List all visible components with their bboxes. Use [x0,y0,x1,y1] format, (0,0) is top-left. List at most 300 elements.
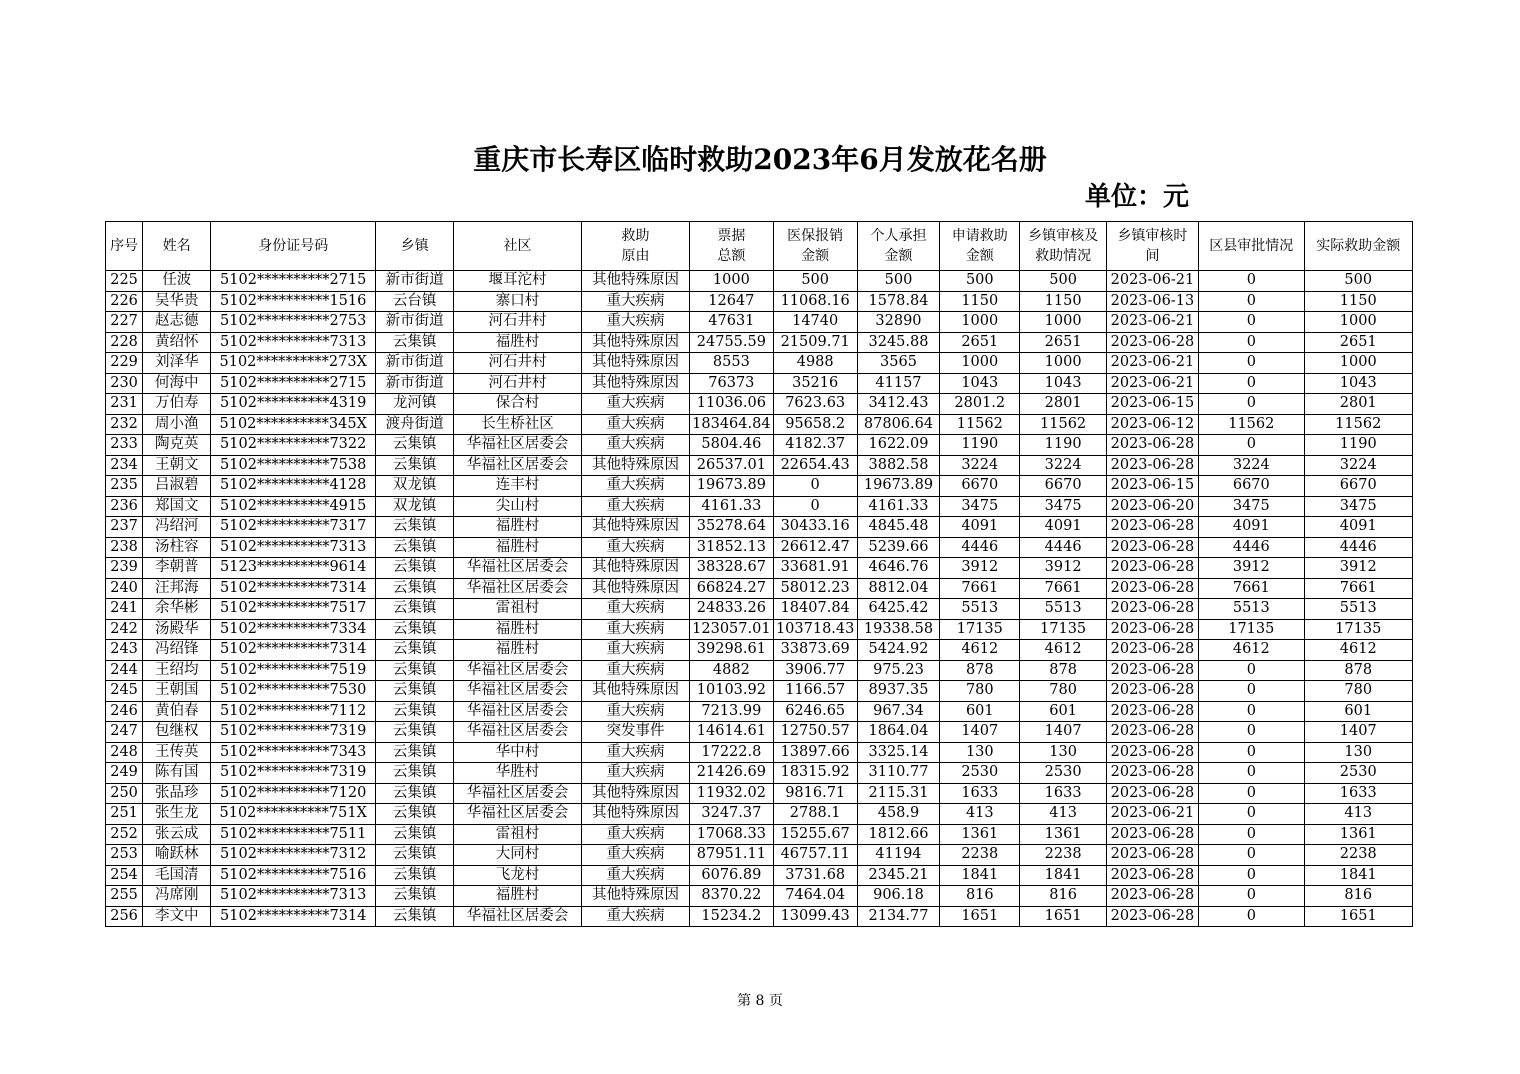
cell-town: 云集镇 [376,681,454,702]
cell-review_date: 2023-06-28 [1106,845,1198,866]
cell-name: 陶克英 [143,435,211,456]
cell-apply: 780 [940,681,1020,702]
cell-name: 万伯寿 [143,394,211,415]
cell-bill_total: 39298.61 [690,640,773,661]
cell-no: 248 [106,742,143,763]
cell-reason: 其他特殊原因 [581,783,689,804]
cell-actual: 2651 [1304,332,1413,353]
cell-community: 华福社区居委会 [454,783,581,804]
cell-review_date: 2023-06-28 [1106,640,1198,661]
cell-id: 5123**********9614 [211,558,376,579]
cell-id: 5102**********345X [211,414,376,435]
cell-bill_total: 11932.02 [690,783,773,804]
cell-bill_total: 4161.33 [690,496,773,517]
column-header-community: 社区 [454,222,581,271]
cell-name: 李文中 [143,906,211,927]
cell-town_review: 11562 [1020,414,1106,435]
cell-reason: 重大疾病 [581,742,689,763]
cell-reason: 重大疾病 [581,824,689,845]
table-row [106,599,1413,620]
column-header-apply: 申请救助 金额 [940,222,1020,271]
cell-bill_total: 24755.59 [690,332,773,353]
cell-actual: 1407 [1304,722,1413,743]
cell-id: 5102**********751X [211,804,376,825]
cell-town: 双龙镇 [376,496,454,517]
cell-reason: 其他特殊原因 [581,517,689,538]
document-title: 重庆市长寿区临时救助2023年6月发放花名册 [473,143,1047,176]
cell-town_review: 1841 [1020,865,1106,886]
table-row [106,865,1413,886]
column-header-reason: 救助 原由 [581,222,689,271]
cell-apply: 1361 [940,824,1020,845]
cell-town: 双龙镇 [376,476,454,497]
cell-bill_total: 14614.61 [690,722,773,743]
cell-name: 汪邦海 [143,578,211,599]
cell-no: 253 [106,845,143,866]
cell-town_review: 1043 [1020,373,1106,394]
cell-insurance: 13099.43 [773,906,857,927]
cell-county: 7661 [1199,578,1304,599]
cell-review_date: 2023-06-28 [1106,455,1198,476]
cell-personal: 3412.43 [857,394,939,415]
cell-reason: 其他特殊原因 [581,332,689,353]
cell-name: 冯绍锋 [143,640,211,661]
cell-id: 5102**********7538 [211,455,376,476]
cell-reason: 突发事件 [581,722,689,743]
table-row [106,455,1413,476]
cell-insurance: 9816.71 [773,783,857,804]
column-header-actual: 实际救助金额 [1304,222,1413,271]
cell-name: 吕淑碧 [143,476,211,497]
cell-no: 246 [106,701,143,722]
cell-insurance: 30433.16 [773,517,857,538]
table-header-row [106,222,1413,271]
cell-town_review: 2530 [1020,763,1106,784]
cell-personal: 41157 [857,373,939,394]
cell-actual: 7661 [1304,578,1413,599]
cell-insurance: 21509.71 [773,332,857,353]
cell-apply: 3224 [940,455,1020,476]
cell-insurance: 58012.23 [773,578,857,599]
cell-community: 福胜村 [454,619,581,640]
cell-no: 236 [106,496,143,517]
cell-county: 3912 [1199,558,1304,579]
cell-review_date: 2023-06-28 [1106,681,1198,702]
cell-name: 汤柱容 [143,537,211,558]
cell-id: 5102**********7319 [211,722,376,743]
column-header-personal: 个人承担 金额 [857,222,939,271]
cell-community: 华胜村 [454,763,581,784]
cell-county: 3224 [1199,455,1304,476]
cell-reason: 其他特殊原因 [581,578,689,599]
cell-county: 0 [1199,845,1304,866]
cell-name: 汤殿华 [143,619,211,640]
cell-insurance: 46757.11 [773,845,857,866]
cell-name: 黄绍怀 [143,332,211,353]
cell-no: 254 [106,865,143,886]
table-row [106,886,1413,907]
cell-town: 云集镇 [376,517,454,538]
cell-id: 5102**********7314 [211,578,376,599]
cell-review_date: 2023-06-28 [1106,886,1198,907]
cell-town_review: 7661 [1020,578,1106,599]
cell-name: 何海中 [143,373,211,394]
cell-bill_total: 19673.89 [690,476,773,497]
cell-id: 5102**********7519 [211,660,376,681]
cell-community: 福胜村 [454,537,581,558]
cell-town: 云集镇 [376,906,454,927]
table-row [106,271,1413,292]
cell-insurance: 13897.66 [773,742,857,763]
cell-reason: 重大疾病 [581,414,689,435]
column-header-review_date: 乡镇审核时 间 [1106,222,1198,271]
cell-id: 5102**********7530 [211,681,376,702]
cell-name: 周小渔 [143,414,211,435]
cell-no: 234 [106,455,143,476]
cell-review_date: 2023-06-28 [1106,763,1198,784]
cell-town: 新市街道 [376,353,454,374]
cell-no: 230 [106,373,143,394]
cell-actual: 500 [1304,271,1413,292]
cell-no: 232 [106,414,143,435]
cell-town_review: 3912 [1020,558,1106,579]
cell-personal: 3882.58 [857,455,939,476]
cell-name: 王传英 [143,742,211,763]
cell-town_review: 816 [1020,886,1106,907]
cell-bill_total: 3247.37 [690,804,773,825]
cell-no: 228 [106,332,143,353]
cell-id: 5102**********2753 [211,312,376,333]
cell-county: 4091 [1199,517,1304,538]
cell-review_date: 2023-06-28 [1106,517,1198,538]
cell-apply: 4612 [940,640,1020,661]
cell-review_date: 2023-06-21 [1106,353,1198,374]
cell-reason: 重大疾病 [581,906,689,927]
cell-apply: 1651 [940,906,1020,927]
cell-apply: 1633 [940,783,1020,804]
table-row [106,414,1413,435]
cell-insurance: 103718.43 [773,619,857,640]
table-row [106,373,1413,394]
cell-town_review: 1407 [1020,722,1106,743]
cell-actual: 1651 [1304,906,1413,927]
cell-personal: 4161.33 [857,496,939,517]
cell-insurance: 500 [773,271,857,292]
table-row [106,312,1413,333]
table-row [106,845,1413,866]
table-row [106,435,1413,456]
cell-review_date: 2023-06-28 [1106,660,1198,681]
cell-insurance: 18315.92 [773,763,857,784]
cell-town: 新市街道 [376,312,454,333]
cell-no: 238 [106,537,143,558]
cell-actual: 601 [1304,701,1413,722]
table-row [106,496,1413,517]
cell-insurance: 7623.63 [773,394,857,415]
cell-town: 云台镇 [376,291,454,312]
cell-actual: 1150 [1304,291,1413,312]
cell-apply: 11562 [940,414,1020,435]
cell-insurance: 3906.77 [773,660,857,681]
cell-id: 5102**********4915 [211,496,376,517]
cell-no: 227 [106,312,143,333]
cell-review_date: 2023-06-21 [1106,312,1198,333]
table-body [106,271,1413,927]
cell-town: 云集镇 [376,660,454,681]
cell-county: 0 [1199,701,1304,722]
cell-town: 云集镇 [376,763,454,784]
cell-town: 云集镇 [376,332,454,353]
cell-apply: 4091 [940,517,1020,538]
cell-county: 0 [1199,271,1304,292]
cell-personal: 3565 [857,353,939,374]
cell-bill_total: 12647 [690,291,773,312]
cell-town_review: 1190 [1020,435,1106,456]
cell-review_date: 2023-06-13 [1106,291,1198,312]
cell-id: 5102**********7313 [211,332,376,353]
cell-actual: 3224 [1304,455,1413,476]
cell-personal: 3245.88 [857,332,939,353]
cell-personal: 1812.66 [857,824,939,845]
cell-town_review: 130 [1020,742,1106,763]
cell-id: 5102**********7312 [211,845,376,866]
column-header-insurance: 医保报销 金额 [773,222,857,271]
cell-name: 王绍均 [143,660,211,681]
cell-name: 毛国清 [143,865,211,886]
table-row [106,824,1413,845]
cell-apply: 500 [940,271,1020,292]
cell-apply: 6670 [940,476,1020,497]
table-row [106,783,1413,804]
cell-actual: 1000 [1304,312,1413,333]
cell-personal: 6425.42 [857,599,939,620]
cell-town: 龙河镇 [376,394,454,415]
cell-apply: 3475 [940,496,1020,517]
table-row [106,763,1413,784]
cell-personal: 32890 [857,312,939,333]
cell-town: 云集镇 [376,640,454,661]
table-row [106,660,1413,681]
cell-actual: 816 [1304,886,1413,907]
cell-name: 张生龙 [143,804,211,825]
cell-actual: 11562 [1304,414,1413,435]
cell-id: 5102**********2715 [211,271,376,292]
cell-insurance: 35216 [773,373,857,394]
cell-review_date: 2023-06-12 [1106,414,1198,435]
cell-reason: 重大疾病 [581,599,689,620]
cell-reason: 重大疾病 [581,496,689,517]
cell-reason: 其他特殊原因 [581,353,689,374]
cell-personal: 2115.31 [857,783,939,804]
cell-no: 229 [106,353,143,374]
cell-actual: 1633 [1304,783,1413,804]
table-row [106,619,1413,640]
column-header-name: 姓名 [143,222,211,271]
cell-insurance: 0 [773,476,857,497]
cell-insurance: 11068.16 [773,291,857,312]
cell-id: 5102**********7314 [211,640,376,661]
cell-id: 5102**********7516 [211,865,376,886]
cell-actual: 878 [1304,660,1413,681]
cell-name: 喻跃林 [143,845,211,866]
cell-reason: 重大疾病 [581,865,689,886]
cell-county: 3475 [1199,496,1304,517]
cell-community: 华福社区居委会 [454,660,581,681]
cell-town_review: 6670 [1020,476,1106,497]
cell-personal: 458.9 [857,804,939,825]
cell-town: 云集镇 [376,455,454,476]
cell-apply: 2801.2 [940,394,1020,415]
cell-personal: 8812.04 [857,578,939,599]
cell-community: 连丰村 [454,476,581,497]
column-header-id: 身份证号码 [211,222,376,271]
cell-personal: 87806.64 [857,414,939,435]
cell-name: 余华彬 [143,599,211,620]
cell-community: 华福社区居委会 [454,701,581,722]
cell-bill_total: 5804.46 [690,435,773,456]
cell-community: 河石井村 [454,353,581,374]
cell-review_date: 2023-06-28 [1106,578,1198,599]
cell-id: 5102**********2715 [211,373,376,394]
cell-review_date: 2023-06-21 [1106,804,1198,825]
cell-community: 雷祖村 [454,599,581,620]
cell-community: 华福社区居委会 [454,558,581,579]
cell-id: 5102**********7511 [211,824,376,845]
cell-actual: 1190 [1304,435,1413,456]
cell-apply: 413 [940,804,1020,825]
cell-town_review: 5513 [1020,599,1106,620]
cell-town: 渡舟街道 [376,414,454,435]
cell-bill_total: 31852.13 [690,537,773,558]
cell-actual: 413 [1304,804,1413,825]
table-row [106,722,1413,743]
cell-town_review: 4446 [1020,537,1106,558]
cell-name: 赵志德 [143,312,211,333]
cell-insurance: 95658.2 [773,414,857,435]
cell-personal: 1864.04 [857,722,939,743]
cell-county: 0 [1199,435,1304,456]
cell-no: 239 [106,558,143,579]
cell-actual: 4446 [1304,537,1413,558]
cell-actual: 3912 [1304,558,1413,579]
cell-no: 252 [106,824,143,845]
cell-town_review: 1000 [1020,312,1106,333]
cell-bill_total: 183464.84 [690,414,773,435]
cell-town: 云集镇 [376,578,454,599]
cell-insurance: 33873.69 [773,640,857,661]
cell-reason: 其他特殊原因 [581,886,689,907]
cell-county: 0 [1199,804,1304,825]
cell-town_review: 780 [1020,681,1106,702]
cell-name: 吴华贵 [143,291,211,312]
cell-insurance: 4182.37 [773,435,857,456]
cell-reason: 其他特殊原因 [581,373,689,394]
cell-actual: 130 [1304,742,1413,763]
cell-town_review: 1361 [1020,824,1106,845]
cell-bill_total: 17222.8 [690,742,773,763]
cell-county: 0 [1199,312,1304,333]
cell-id: 5102**********7313 [211,886,376,907]
cell-bill_total: 15234.2 [690,906,773,927]
cell-id: 5102**********7317 [211,517,376,538]
cell-reason: 重大疾病 [581,660,689,681]
cell-id: 5102**********273X [211,353,376,374]
cell-town: 云集镇 [376,783,454,804]
cell-apply: 601 [940,701,1020,722]
cell-county: 0 [1199,824,1304,845]
cell-community: 福胜村 [454,640,581,661]
cell-no: 247 [106,722,143,743]
cell-apply: 130 [940,742,1020,763]
cell-no: 244 [106,660,143,681]
cell-community: 河石井村 [454,312,581,333]
cell-insurance: 12750.57 [773,722,857,743]
cell-community: 福胜村 [454,517,581,538]
cell-county: 17135 [1199,619,1304,640]
cell-insurance: 18407.84 [773,599,857,620]
cell-town: 云集镇 [376,558,454,579]
cell-apply: 4446 [940,537,1020,558]
cell-county: 0 [1199,886,1304,907]
cell-apply: 2530 [940,763,1020,784]
cell-insurance: 0 [773,496,857,517]
cell-bill_total: 26537.01 [690,455,773,476]
table-row [106,906,1413,927]
cell-no: 233 [106,435,143,456]
cell-name: 王朝国 [143,681,211,702]
table-row [106,517,1413,538]
cell-community: 寨口村 [454,291,581,312]
cell-actual: 6670 [1304,476,1413,497]
cell-actual: 3475 [1304,496,1413,517]
table-row [106,681,1413,702]
cell-town_review: 4091 [1020,517,1106,538]
cell-id: 5102**********7313 [211,537,376,558]
cell-county: 4446 [1199,537,1304,558]
cell-personal: 500 [857,271,939,292]
cell-town_review: 3224 [1020,455,1106,476]
cell-review_date: 2023-06-28 [1106,537,1198,558]
cell-reason: 其他特殊原因 [581,681,689,702]
cell-name: 冯绍河 [143,517,211,538]
cell-bill_total: 47631 [690,312,773,333]
cell-name: 陈有国 [143,763,211,784]
cell-personal: 19673.89 [857,476,939,497]
cell-review_date: 2023-06-28 [1106,619,1198,640]
cell-reason: 重大疾病 [581,763,689,784]
cell-bill_total: 24833.26 [690,599,773,620]
cell-apply: 3912 [940,558,1020,579]
table-row [106,804,1413,825]
cell-id: 5102**********1516 [211,291,376,312]
cell-actual: 2238 [1304,845,1413,866]
cell-no: 249 [106,763,143,784]
cell-town_review: 1633 [1020,783,1106,804]
cell-name: 黄伯春 [143,701,211,722]
cell-bill_total: 17068.33 [690,824,773,845]
cell-no: 225 [106,271,143,292]
cell-apply: 2651 [940,332,1020,353]
cell-apply: 7661 [940,578,1020,599]
cell-name: 任波 [143,271,211,292]
cell-insurance: 14740 [773,312,857,333]
cell-name: 王朝文 [143,455,211,476]
cell-town_review: 2801 [1020,394,1106,415]
cell-town: 云集镇 [376,886,454,907]
cell-no: 241 [106,599,143,620]
cell-town: 云集镇 [376,824,454,845]
table-row [106,332,1413,353]
